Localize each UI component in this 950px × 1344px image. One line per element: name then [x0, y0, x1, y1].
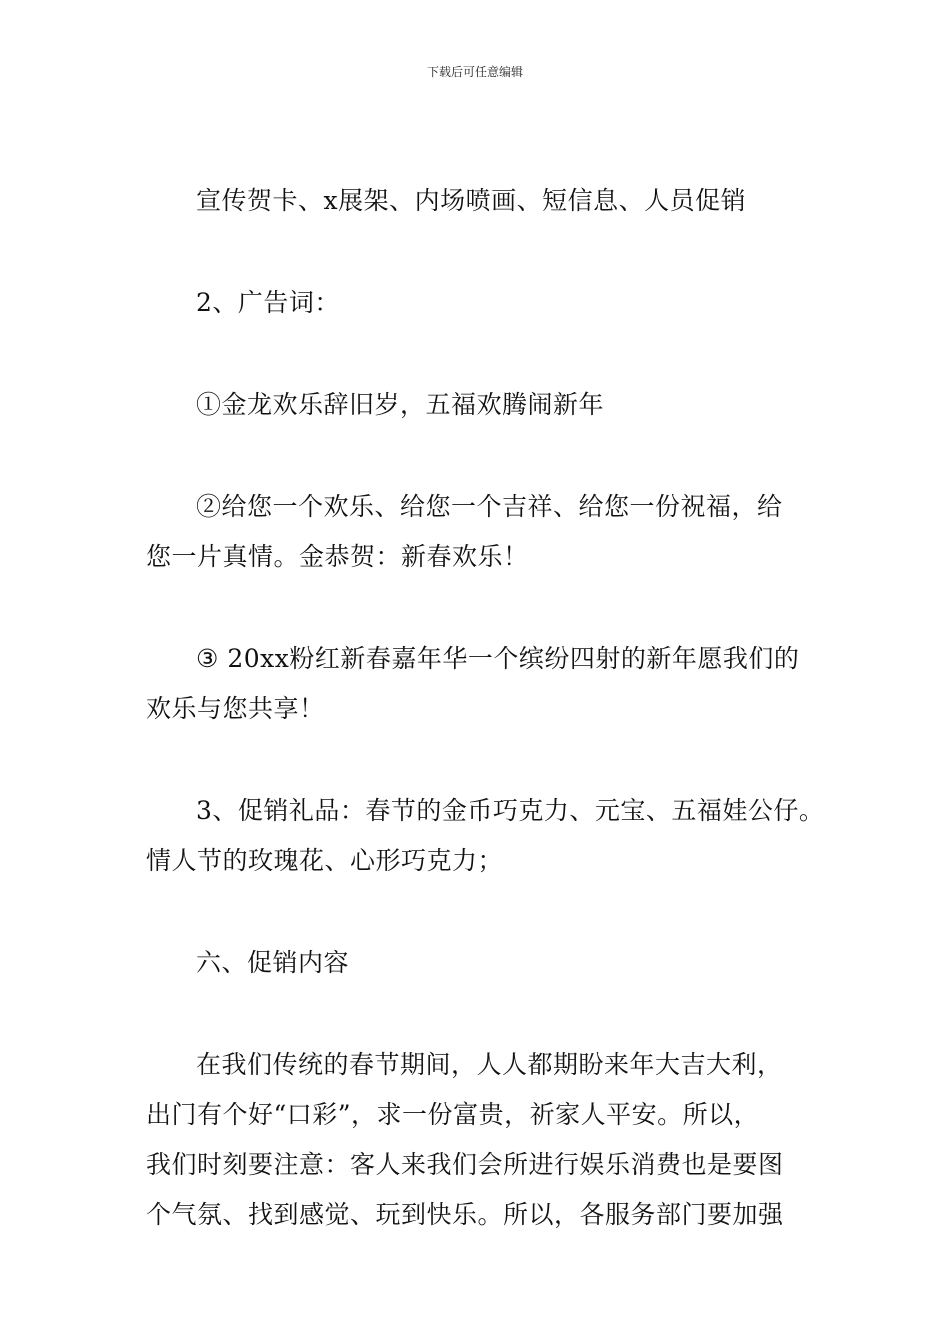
paragraph-line: 我们时刻要注意：客人来我们会所进行娱乐消费也是要图 [146, 1150, 784, 1179]
paragraph-promo-gifts [146, 786, 825, 886]
paragraph-promo-materials [146, 176, 810, 226]
paragraph-line: 在我们传统的春节期间，人人都期盼来年大吉大利， [196, 1050, 783, 1079]
paragraph-line: 欢乐与您共享！ [146, 694, 325, 723]
paragraph-line: 六、促销内容 [196, 948, 350, 977]
heading-ad-slogans [146, 278, 810, 328]
paragraph-line: ②给您一个欢乐、给您一个吉祥、给您一份祝福，给 [196, 492, 783, 521]
paragraph-line: ③ 20xx粉红新春嘉年华一个缤纷四射的新年愿我们的 [196, 644, 800, 673]
paragraph-promo-content [146, 1040, 810, 1240]
paragraph-line: 2、广告词： [196, 288, 340, 317]
section-heading-promo-content [146, 938, 810, 988]
paragraph-line: 3、促销礼品：春节的金币巧克力、元宝、五福娃公仔。 [196, 796, 825, 825]
paragraph-line: 出门有个好“口彩”，求一份富贵，祈家人平安。所以， [146, 1100, 760, 1129]
paragraph-line: 您一片真情。金恭贺：新春欢乐！ [146, 542, 529, 571]
slogan-item-3 [146, 634, 810, 734]
slogan-item-2 [146, 482, 810, 582]
paragraph-line: 情人节的玫瑰花、心形巧克力； [146, 846, 504, 875]
page-header: 下载后可任意编辑 [426, 65, 523, 79]
document-body [146, 176, 825, 1240]
paragraph-line: 宣传贺卡、x展架、内场喷画、短信息、人员促销 [196, 186, 747, 215]
paragraph-line: 个气氛、找到感觉、玩到快乐。所以，各服务部门要加强 [146, 1200, 784, 1229]
slogan-item-1 [146, 380, 810, 430]
paragraph-line: ①金龙欢乐辞旧岁，五福欢腾闹新年 [196, 390, 605, 419]
